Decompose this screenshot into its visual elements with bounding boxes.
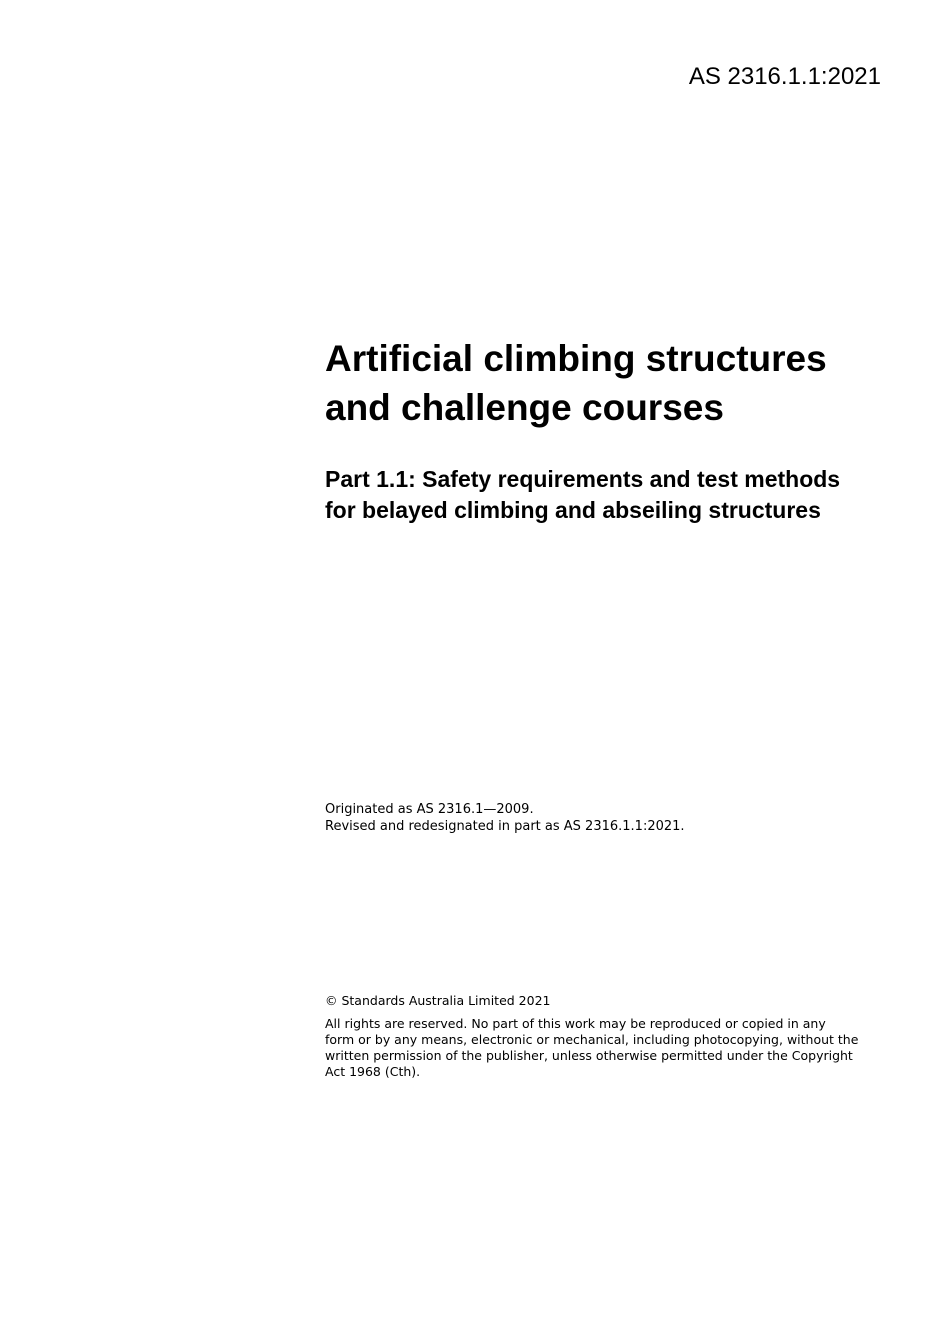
revised-note: Revised and redesignated in part as AS 2316.1.1:2021. [325,819,685,834]
title-block [325,334,885,526]
main-title-line-2: and challenge courses [325,387,724,428]
rights-line: written permission of the publisher, unless otherwise permitted under the Copyright [325,1048,853,1063]
rights-line: form or by any means, electronic or mechanical, including photocopying, without the [325,1032,859,1047]
main-title [325,334,885,432]
copyright-notice: © Standards Australia Limited 2021 [325,993,551,1008]
originated-note: Originated as AS 2316.1—2009. [325,802,534,817]
part-title [325,464,885,526]
part-title-line-1: Part 1.1: Safety requirements and test methods [325,466,841,492]
part-title-line-2: for belayed climbing and abseiling structures [325,497,821,523]
main-title-line-1: Artificial climbing structures [325,338,827,379]
rights-statement [325,1016,859,1080]
rights-line: Act 1968 (Cth). [325,1064,421,1079]
document-number: AS 2316.1.1:2021 [688,63,881,90]
copyright-block [325,993,859,1080]
rights-line: All rights are reserved. No part of this work may be reproduced or copied in any [325,1016,826,1031]
publication-history [325,801,885,835]
